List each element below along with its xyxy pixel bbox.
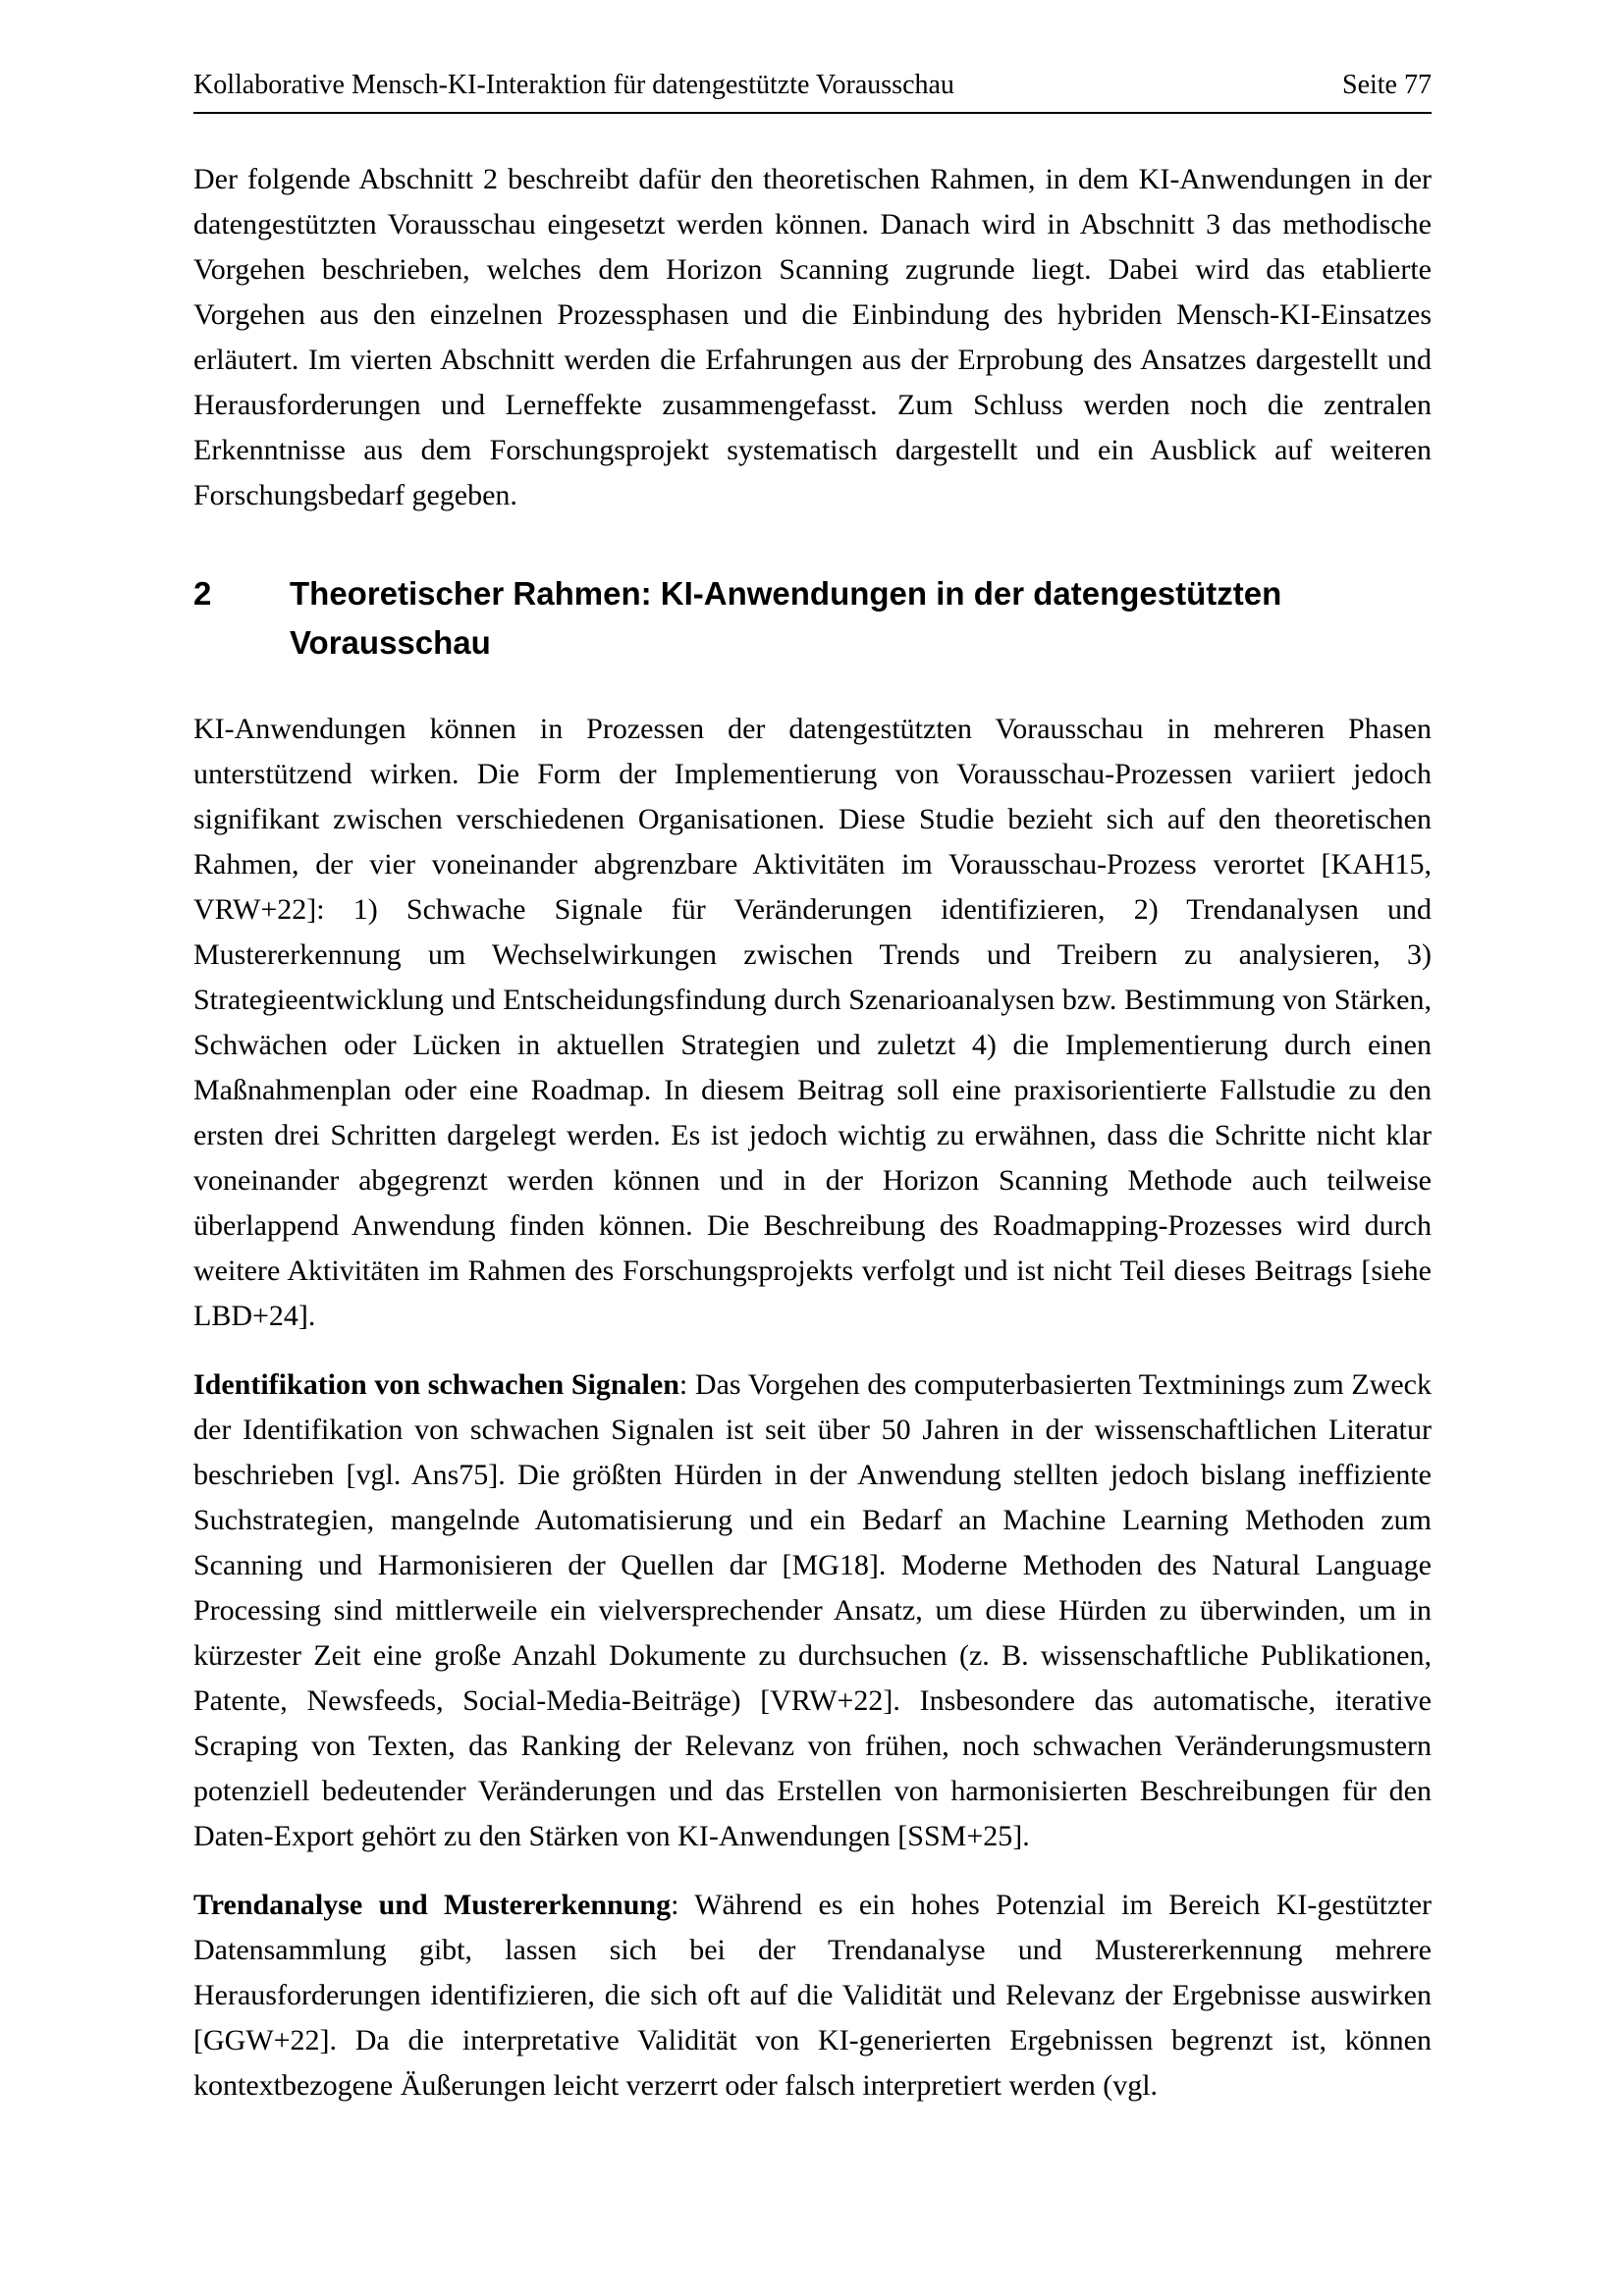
- paragraph-text: Der folgende Abschnitt 2 beschreibt dafür den theoretischen Rahmen, in dem KI-Anwendungen in der datengestützten Vorausschau eingesetzt werden können. Danach wird in Abschnitt 3 das methodische Vorgehen beschrieben, welches dem Horizon Scanning zugrunde liegt. Dabei wird das etablierte Vorgehen aus den einzelnen Prozessphasen und die Einbindung des hybriden Mensch-KI-Einsatzes erläutert. Im vierten Abschnitt werden die Erfahrungen aus der Erprobung des Ansatzes dargestellt und Herausforderungen und Lerneffekte zusammengefasst. Zum Schluss werden noch die zentralen Erkenntnisse aus dem Forschungsprojekt systematisch dargestellt und ein Ausblick auf weiteren Forschungsbedarf gegeben.: [193, 163, 1432, 511]
- section-title: Theoretischer Rahmen: KI-Anwendungen in der datengestützten Vorausschau: [290, 575, 1282, 661]
- paragraph-intro: [193, 157, 1432, 518]
- paragraph-theoretical-frame: [193, 707, 1432, 1339]
- section-number: 2: [193, 575, 212, 612]
- paragraph-lead: Trendanalyse und Mustererkennung: [193, 1889, 672, 1921]
- paragraph-text: : Das Vorgehen des computerbasierten Textminings zum Zweck der Identifikation von schwachen Signalen ist seit über 50 Jahren in der wissenschaftlichen Literatur beschrieben [vgl. Ans75]. Die größten Hürden in der Anwendung stellten jedoch bislang ineffiziente Suchstrategien, mangelnde Automatisierung und ein Bedarf an Machine Learning Methoden zum Scanning und Harmonisieren der Quellen dar [MG18]. Moderne Methoden des Natural Language Processing sind mittlerweile ein vielversprechender Ansatz, um diese Hürden zu überwinden, um in kürzester Zeit eine große Anzahl Dokumente zu durchsuchen (z. B. wissenschaftliche Publikationen, Patente, Newsfeeds, Social-Media-Beiträge) [VRW+22]. Insbesondere das automatische, iterative Scraping von Texten, das Ranking der Relevanz von frühen, noch schwachen Veränderungsmustern potenziell bedeutender Veränderungen und das Erstellen von harmonisierten Beschreibungen für den Daten-Export gehört zu den Stärken von KI-Anwendungen [SSM+25].: [193, 1368, 1432, 1852]
- paragraph-text: : Während es ein hohes Potenzial im Bereich KI-gestützter Datensammlung gibt, lassen sich bei der Trendanalyse und Mustererkennung mehrere Herausforderungen identifizieren, die sich oft auf die Validität und Relevanz der Ergebnisse auswirken [GGW+22]. Da die interpretative Validität von KI-generierten Ergebnissen begrenzt ist, können kontextbezogene Äußerungen leicht verzerrt oder falsch interpretiert werden (vgl.: [193, 1889, 1432, 2102]
- document-page: [193, 69, 1432, 2132]
- paragraph-lead: Identifikation von schwachen Signalen: [193, 1368, 679, 1401]
- page-number: Seite 77: [1342, 70, 1432, 100]
- paragraph-trendanalyse: [193, 1883, 1432, 2109]
- paragraph-identifikation-signale: [193, 1362, 1432, 1859]
- page-header: [193, 69, 1432, 114]
- section-heading: [193, 569, 1432, 667]
- running-title: Kollaborative Mensch-KI-Interaktion für datengestützte Vorausschau: [193, 70, 954, 100]
- paragraph-text: KI-Anwendungen können in Prozessen der datengestützten Vorausschau in mehreren Phasen unterstützend wirken. Die Form der Implementierung von Vorausschau-Prozessen variiert jedoch signifikant zwischen verschiedenen Organisationen. Diese Studie bezieht sich auf den theoretischen Rahmen, der vier voneinander abgrenzbare Aktivitäten im Vorausschau-Prozess verortet [KAH15, VRW+22]: 1) Schwache Signale für Veränderungen identifizieren, 2) Trendanalysen und Mustererkennung um Wechselwirkungen zwischen Trends und Treibern zu analysieren, 3) Strategieentwicklung und Entscheidungsfindung durch Szenarioanalysen bzw. Bestimmung von Stärken, Schwächen oder Lücken in aktuellen Strategien und zuletzt 4) die Implementierung durch einen Maßnahmenplan oder eine Roadmap. In diesem Beitrag soll eine praxisorientierte Fallstudie zu den ersten drei Schritten dargelegt werden. Es ist jedoch wichtig zu erwähnen, dass die Schritte nicht klar voneinander abgegrenzt werden können und in der Horizon Scanning Methode auch teilweise überlappend Anwendung finden können. Die Beschreibung des Roadmapping-Prozesses wird durch weitere Aktivitäten im Rahmen des Forschungsprojekts verfolgt und ist nicht Teil dieses Beitrags [siehe LBD+24].: [193, 713, 1432, 1332]
